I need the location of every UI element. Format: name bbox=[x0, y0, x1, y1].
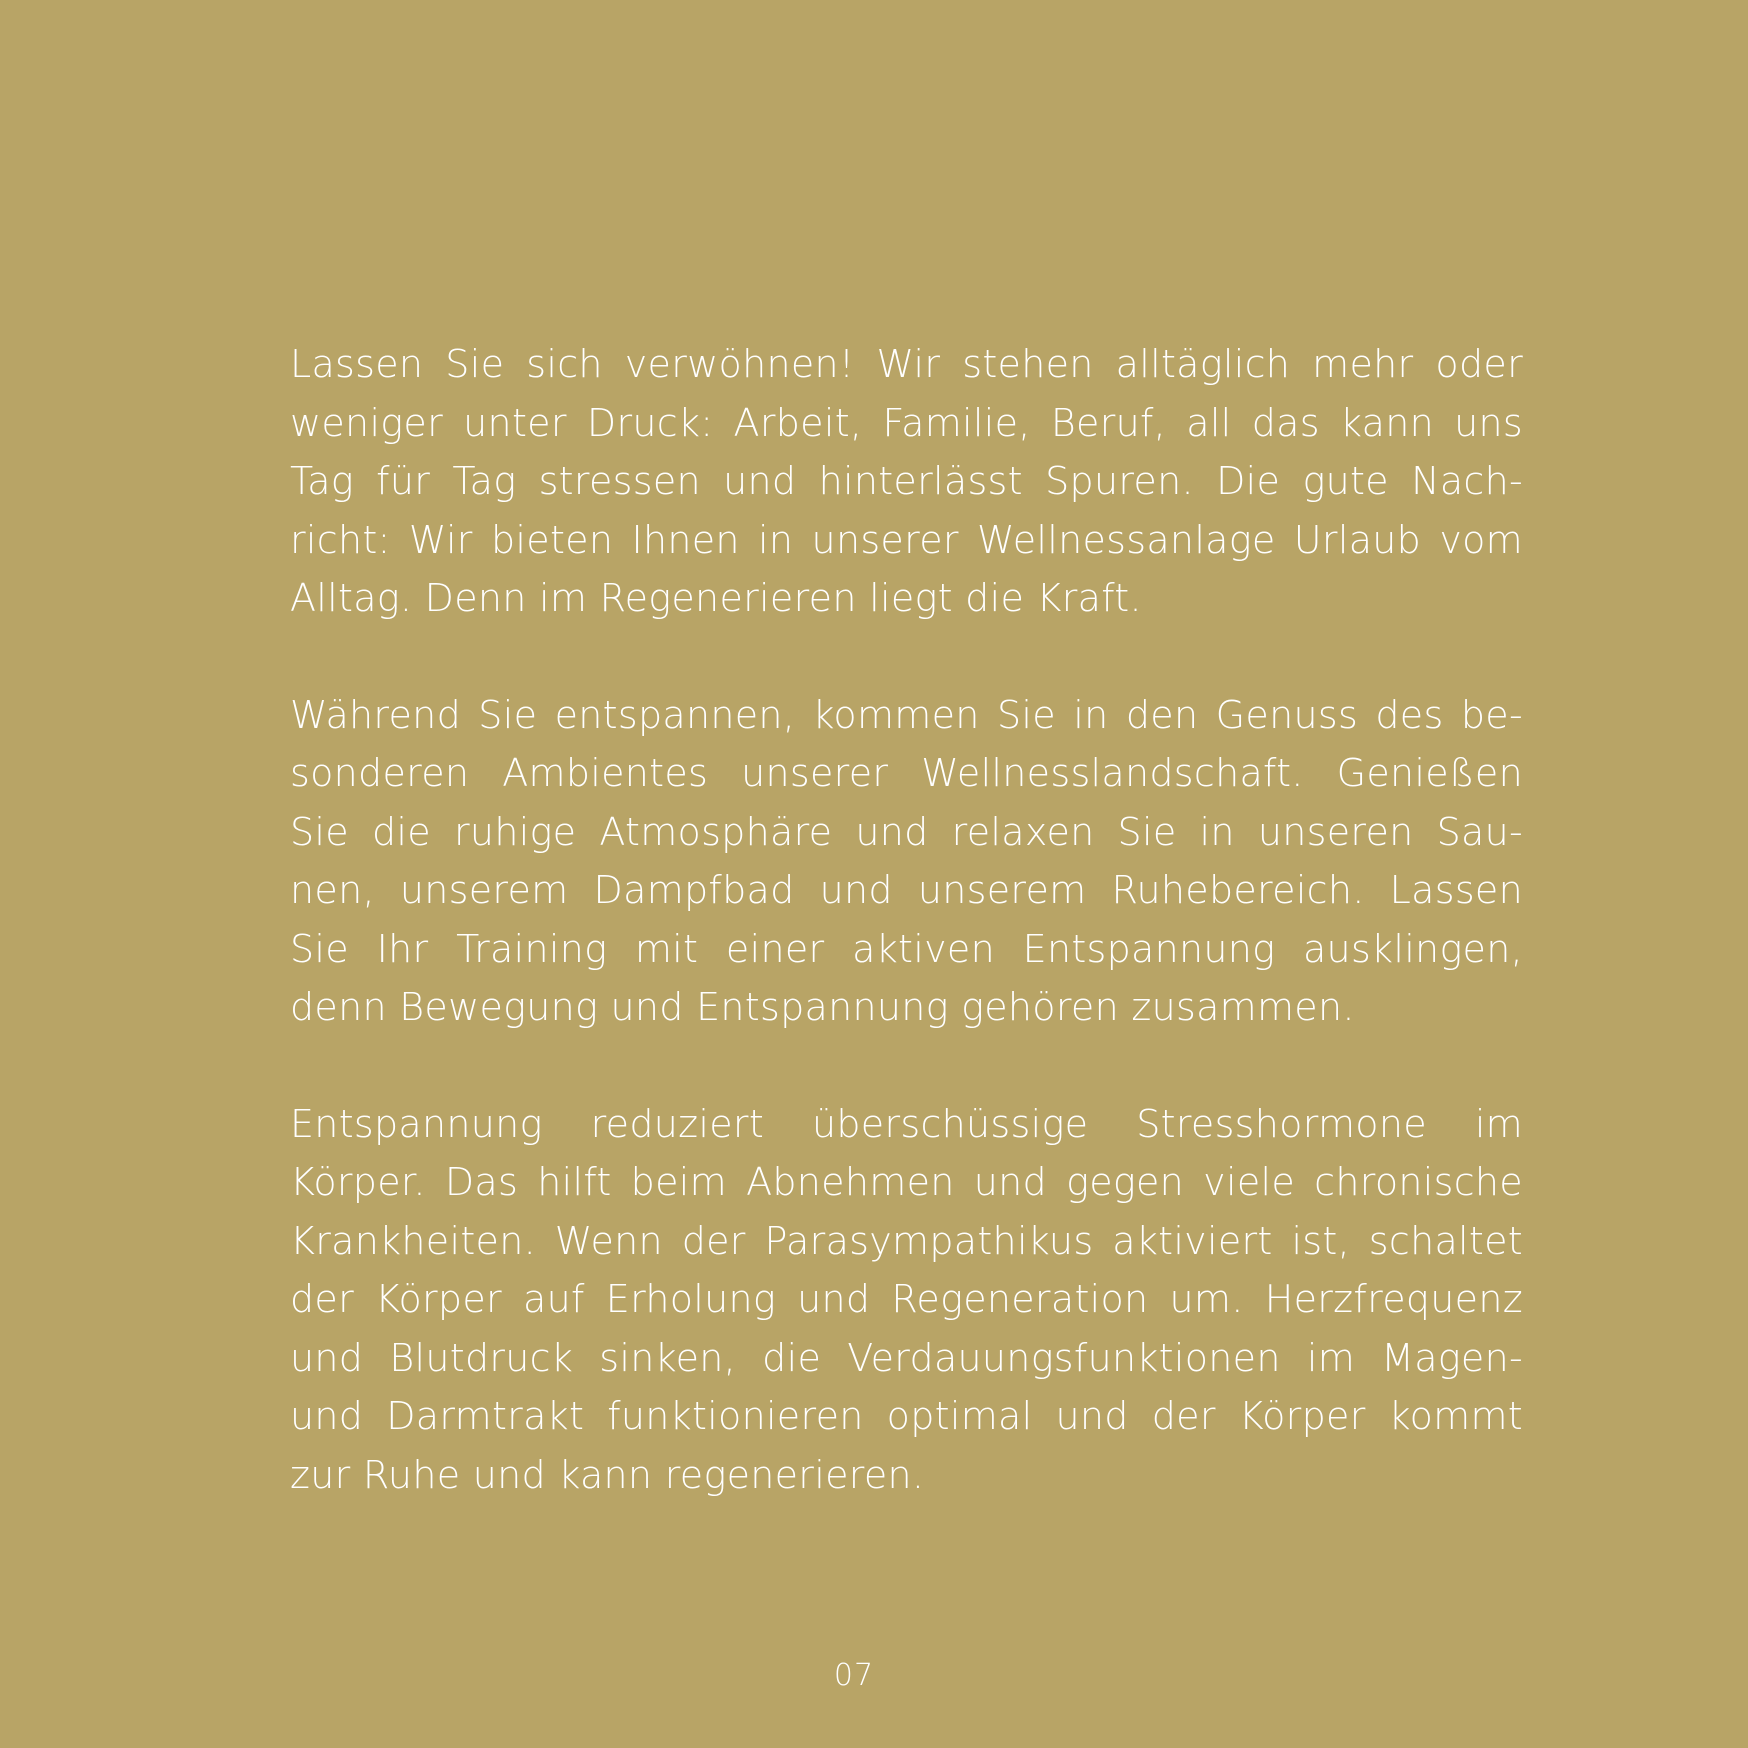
text-line: Während Sie entspannen, kommen Sie in den Genuss des be- bbox=[290, 692, 1523, 737]
text-line: Alltag. Denn im Regenerieren liegt die Kraft. bbox=[290, 576, 1142, 620]
body-text bbox=[290, 335, 1523, 1562]
text-line: zur Ruhe und kann regenerieren. bbox=[290, 1452, 925, 1497]
page-number: 07 bbox=[833, 1658, 875, 1693]
text-line: der Körper auf Erholung und Regeneration um. Herzfrequenz bbox=[290, 1277, 1523, 1321]
text-line: Tag für Tag stressen und hinterlässt Spuren. Die gute Nach- bbox=[290, 459, 1523, 503]
paragraph-2 bbox=[290, 686, 1523, 1037]
paragraph-1 bbox=[290, 335, 1523, 628]
text-line: Sie die ruhige Atmosphäre und relaxen Sie in unseren Sau- bbox=[290, 809, 1523, 854]
text-line: und Blutdruck sinken, die Verdauungsfunktionen im Magen- bbox=[290, 1335, 1523, 1380]
text-line: Lassen Sie sich verwöhnen! Wir stehen alltäglich mehr oder bbox=[290, 342, 1523, 386]
text-line: richt: Wir bieten Ihnen in unserer Wellnessanlage Urlaub vom bbox=[290, 517, 1523, 562]
text-line: Entspannung reduziert überschüssige Stresshormone im bbox=[290, 1101, 1523, 1146]
text-line: Krankheiten. Wenn der Parasympathikus aktiviert ist, schaltet bbox=[290, 1218, 1523, 1263]
text-line: sonderen Ambientes unserer Wellnesslandschaft. Genießen bbox=[290, 751, 1523, 795]
text-line: und Darmtrakt funktionieren optimal und der Körper kommt bbox=[290, 1394, 1523, 1438]
text-line: weniger unter Druck: Arbeit, Familie, Beruf, all das kann uns bbox=[290, 400, 1523, 445]
text-line: denn Bewegung und Entspannung gehören zusammen. bbox=[290, 985, 1355, 1029]
text-line: Sie Ihr Training mit einer aktiven Entspannung ausklingen, bbox=[290, 926, 1523, 971]
paragraph-3 bbox=[290, 1095, 1523, 1505]
text-line: nen, unserem Dampfbad und unserem Ruhebereich. Lassen bbox=[290, 868, 1523, 912]
text-line: Körper. Das hilft beim Abnehmen und gegen viele chronische bbox=[290, 1160, 1523, 1204]
